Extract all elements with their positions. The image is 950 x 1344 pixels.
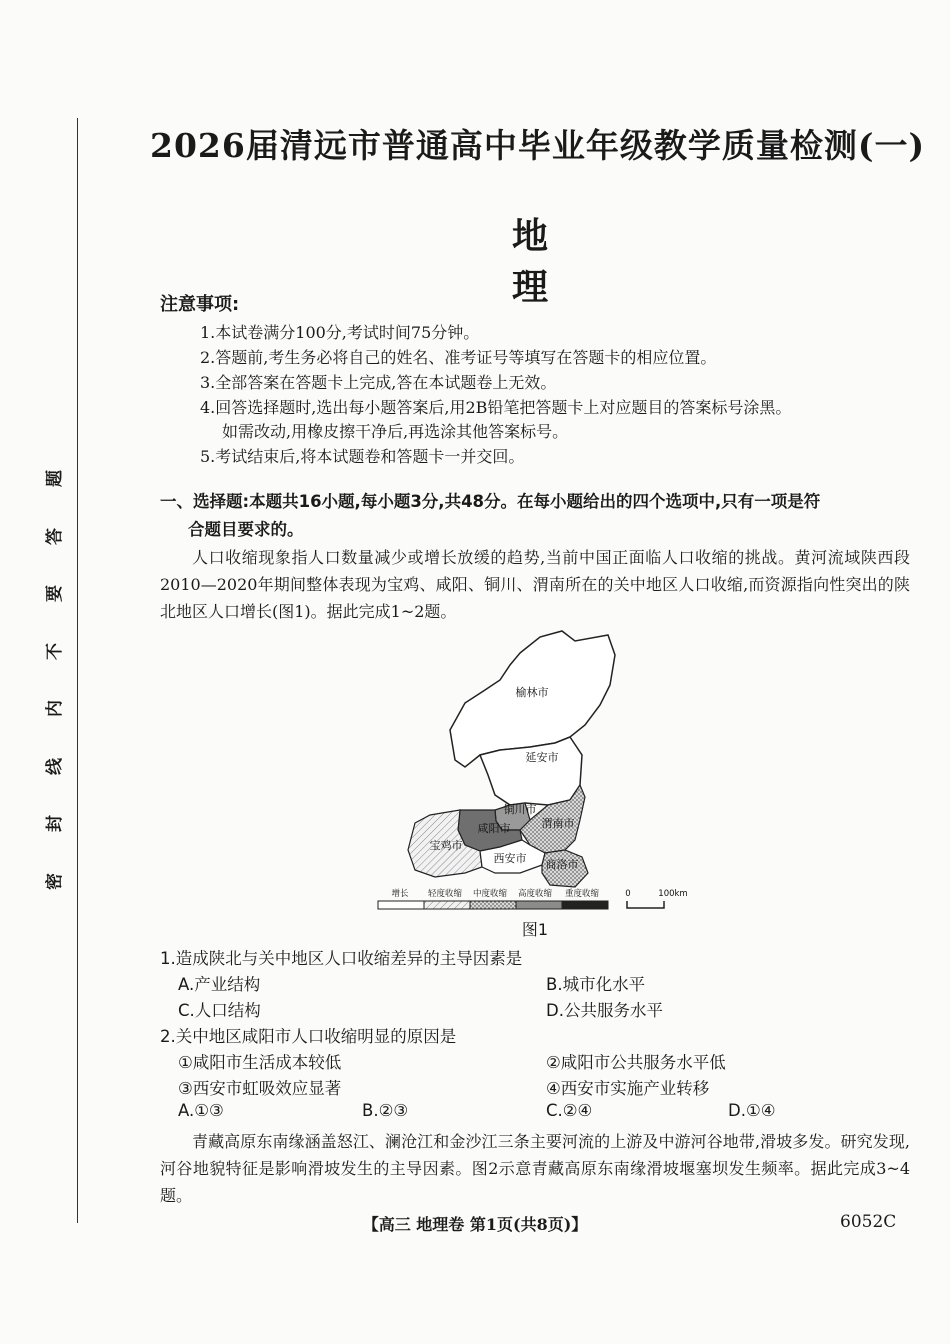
question-2-option-a[interactable]: A.①③ [178, 1101, 224, 1120]
question-1-option-a[interactable]: A.产业结构 [178, 975, 261, 994]
section-heading [160, 488, 910, 544]
binding-char: 要 [44, 585, 65, 603]
scale-zero: 0 [625, 889, 631, 899]
question-2-option-b[interactable]: B.②③ [362, 1101, 409, 1120]
scale-bar [627, 901, 664, 908]
question-2-stem: 2.关中地区咸阳市人口收缩明显的原因是 [160, 1027, 457, 1046]
question-1-stem: 1.造成陕北与关中地区人口收缩差异的主导因素是 [160, 949, 523, 968]
notice-item: 3.全部答案在答题卡上完成,答在本试题卷上无效。 [200, 373, 557, 392]
label-yulin: 榆林市 [515, 686, 549, 699]
page-footer: 【高三 地理卷 第1页(共8页)】 [362, 1215, 588, 1234]
question-2-statement: ①咸阳市生活成本较低 [178, 1053, 342, 1072]
question-2-statement: ②咸阳市公共服务水平低 [546, 1053, 726, 1072]
question-1-option-c[interactable]: C.人口结构 [178, 1001, 261, 1020]
notice-item: 如需改动,用橡皮擦干净后,再选涂其他答案标号。 [222, 422, 569, 441]
question-2-statement: ③西安市虹吸效应显著 [178, 1079, 342, 1098]
legend-swatch [516, 901, 562, 909]
legend-label: 轻度收缩 [427, 889, 463, 899]
legend-swatch [562, 901, 608, 909]
binding-line [77, 118, 78, 1223]
binding-char: 封 [44, 815, 65, 833]
subject-title: 地理 [511, 215, 606, 308]
label-baoji: 宝鸡市 [429, 839, 463, 852]
label-weinan: 渭南市 [541, 817, 575, 830]
passage-1: 人口收缩现象指人口数量减少或增长放缓的趋势,当前中国正面临人口收缩的挑战。黄河流域陕西段2010—2020年期间整体表现为宝鸡、咸阳、铜川、渭南所在的关中地区人口收缩,而资源指向性突出的陕北地区人口增长(图1)。据此完成1~2题。 [160, 548, 910, 621]
legend-swatch [470, 901, 516, 909]
notice-item: 5.考试结束后,将本试题卷和答题卡一并交回。 [200, 447, 525, 466]
notice-item: 4.回答选择题时,选出每小题答案后,用2B铅笔把答题卡上对应题目的答案标号涂黑。 [200, 398, 792, 417]
binding-char: 题 [44, 470, 65, 487]
binding-notice [40, 470, 70, 890]
binding-char: 答 [44, 527, 65, 545]
legend-label: 高度收缩 [517, 889, 553, 899]
legend-label: 增长 [391, 889, 409, 899]
section-line: 合题目要求的。 [188, 520, 304, 539]
paper-code: 6052C [840, 1212, 897, 1232]
scale-distance: 100km [658, 889, 688, 899]
question-2-option-c[interactable]: C.②④ [546, 1101, 593, 1120]
question-1-option-b[interactable]: B.城市化水平 [546, 975, 646, 994]
binding-char: 密 [44, 872, 65, 890]
label-xianyang: 咸阳市 [477, 822, 511, 835]
notice-heading: 注意事项: [160, 294, 240, 315]
label-yanan: 延安市 [525, 751, 559, 764]
notice-item: 2.答题前,考生务必将自己的姓名、准考证号等填写在答题卡的相应位置。 [200, 348, 717, 367]
question-1-option-d[interactable]: D.公共服务水平 [546, 1001, 663, 1020]
binding-char: 不 [44, 642, 65, 660]
binding-char: 内 [44, 700, 65, 718]
legend-label: 重度收缩 [564, 889, 600, 899]
passage-2: 青藏高原东南缘涵盖怒江、澜沧江和金沙江三条主要河流的上游及中游河谷地带,滑坡多发。研究发现,河谷地貌特征是影响滑坡发生的主导因素。图2示意青藏高原东南缘滑坡堰塞坝发生频率。据此完成3~4题。 [160, 1132, 910, 1205]
question-2-statement: ④西安市实施产业转移 [546, 1079, 710, 1098]
question-2-option-d[interactable]: D.①④ [728, 1101, 776, 1120]
section-line: 一、选择题:本题共16小题,每小题3分,共48分。在每小题给出的四个选项中,只有一项是符 [160, 492, 821, 511]
figure-1-caption: 图1 [521, 920, 549, 939]
legend-swatch [424, 901, 470, 909]
figure-1-map [370, 625, 700, 930]
label-shangluo: 商洛市 [545, 858, 579, 871]
label-tongchuan: 铜川市 [503, 803, 537, 816]
label-xian: 西安市 [493, 852, 527, 865]
legend-swatch [378, 901, 424, 909]
notice-item: 1.本试卷满分100分,考试时间75分钟。 [200, 323, 480, 342]
binding-char: 线 [44, 757, 65, 775]
exam-title: 2026届清远市普通高中毕业年级教学质量检测(一) [150, 126, 926, 165]
legend-label: 中度收缩 [472, 889, 508, 899]
